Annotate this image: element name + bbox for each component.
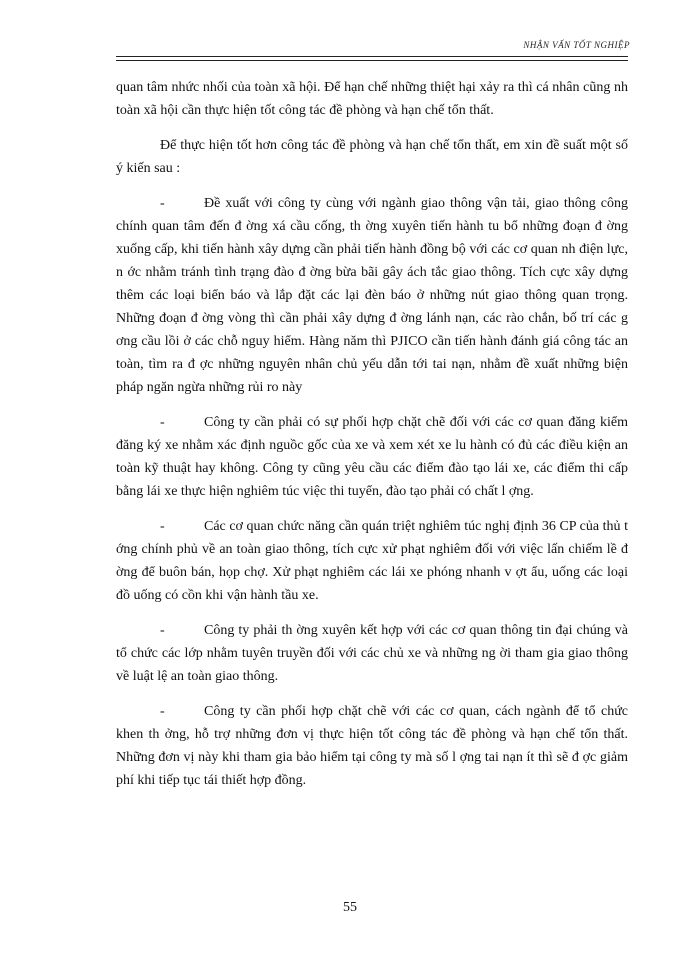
bullet-text: Công ty phải th ờng xuyên kết hợp với các cơ quan thông tin đại chúng và tổ chức các lớp nhằm tuyên truyền đối với các chủ xe và những ng ời tham gia giao thông về luật lệ an toàn giao thông. (116, 623, 628, 684)
bullet-item (116, 192, 628, 399)
running-header: NHẬN VẤN TỐT NGHIỆP (523, 40, 630, 50)
bullet-text: Các cơ quan chức năng cần quán triệt nghiêm túc nghị định 36 CP của thủ t ớng chính phủ về an toàn giao thông, tích cực xử phạt nghiêm đối với việc lấn chiếm lề đ ờng để buôn bán, họp chợ. Xử phạt nghiêm các lái xe phóng nhanh v ợt ẩu, uống các loại đồ uống có cồn khi vận hành tầu xe. (116, 519, 628, 603)
header-rule-thin (116, 60, 628, 61)
paragraph-continuation: quan tâm nhức nhối của toàn xã hội. Để hạn chế những thiệt hại xảy ra thì cá nhân cũng nh toàn xã hội cần thực hiện tốt công tác đề phòng và hạn chế tổn thất. (116, 80, 628, 118)
document-body (116, 76, 628, 804)
bullet-item (116, 700, 628, 792)
bullet-item (116, 515, 628, 607)
bullet-dash: - (160, 415, 165, 430)
bullet-item (116, 619, 628, 688)
paragraph-intro: Để thực hiện tốt hơn công tác đề phòng và hạn chế tổn thất, em xin đề suất một số ý kiến sau : (116, 138, 628, 176)
bullet-dash: - (160, 704, 165, 719)
bullet-item (116, 411, 628, 503)
bullet-dash: - (160, 623, 165, 638)
bullet-text: Đề xuất với công ty cùng với ngành giao thông vận tải, giao thông công chính quan tâm đến đ ờng xá cầu cống, th ờng xuyên tiến hành tu bổ những đoạn đ ờng xuống cấp, khi tiến hành xây dựng cần phải tiến hành đồng bộ với các cơ quan nh điện lực, n ớc nhằm tránh tình trạng đào đ ờng bừa bãi gây ách tắc giao thông. Tích cực xây dựng thêm các loại biển báo và lắp đặt các lại đèn báo ở những nút giao thông quan trọng. Những đoạn đ ờng vòng thì cần phải xây dựng đ ờng lánh nạn, các rào chắn, bố trí các g ơng cầu lồi ở các chỗ nguy hiểm. Hàng năm thì PJICO cần tiến hành đánh giá công tác an toàn, tìm ra đ ợc những nguyên nhân chủ yếu dẫn tới tai nạn, nhằm đề xuất những biện pháp ngăn ngừa những rủi ro này (116, 196, 628, 395)
header-rule-thick (116, 56, 628, 57)
bullet-text: Công ty cần phối hợp chặt chẽ với các cơ quan, cách ngành để tổ chức khen th ởng, hỗ trợ những đơn vị thực hiện tốt công tác đề phòng và hạn chế tổn thất. Những đơn vị này khi tham gia bảo hiểm tại công ty mà số l ợng tai nạn ít thì sẽ đ ợc giảm phí khi tiếp tục tái thiết hợp đồng. (116, 704, 628, 788)
page-number: 55 (343, 900, 357, 915)
bullet-dash: - (160, 519, 165, 534)
bullet-dash: - (160, 196, 165, 211)
bullet-text: Công ty cần phải có sự phối hợp chặt chẽ đối với các cơ quan đăng kiểm đăng ký xe nhằm xác định nguồc gốc của xe và xem xét xe lu hành có đủ các điều kiện an toàn kỹ thuật hay không. Công ty cũng yêu cầu các điểm đào tạo lái xe, các điểm thi cấp bằng lái xe thực hiện nghiêm túc việc thi tuyển, đào tạo phải có chất l ợng. (116, 415, 628, 499)
